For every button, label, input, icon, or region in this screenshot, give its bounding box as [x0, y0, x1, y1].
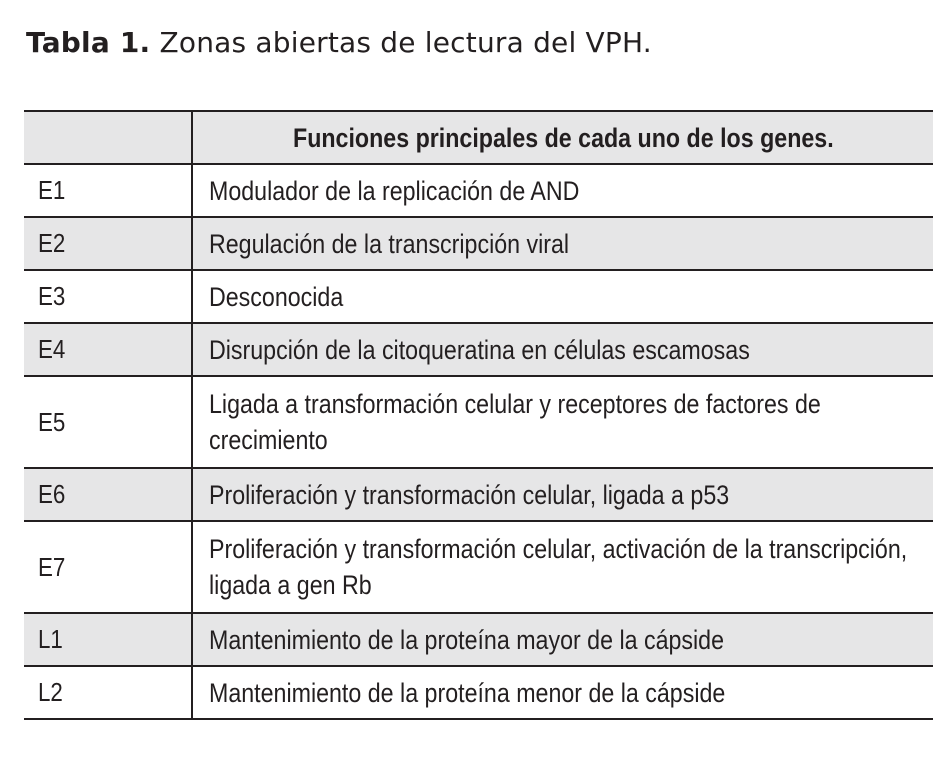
function-text: Mantenimiento de la proteína menor de la cápside: [209, 677, 726, 708]
genes-table: [24, 110, 933, 720]
gene-cell: [24, 376, 192, 468]
gene-cell: [24, 217, 192, 270]
gene-label: L2: [38, 677, 63, 707]
table-row: [24, 376, 933, 468]
gene-label: E6: [38, 479, 66, 509]
function-cell: [192, 217, 933, 270]
table-header-row: [24, 111, 933, 164]
header-gene-cell: [24, 111, 192, 164]
function-text: Disrupción de la citoqueratina en células escamosas: [209, 334, 750, 365]
table-row: [24, 217, 933, 270]
gene-label: L1: [38, 624, 63, 654]
function-cell: [192, 666, 933, 719]
gene-cell: [24, 666, 192, 719]
table-caption: [26, 26, 652, 59]
gene-label: E5: [38, 406, 66, 437]
gene-label: E1: [38, 175, 66, 205]
table-number-label: Tabla 1.: [26, 26, 151, 59]
function-text: Ligada a transformación celular y receptores de factores de crecimiento: [209, 389, 821, 455]
function-cell: [192, 323, 933, 376]
function-cell: [192, 468, 933, 521]
table-row: [24, 468, 933, 521]
table-title: Zonas abiertas de lectura del VPH.: [159, 26, 652, 59]
gene-label: E2: [38, 228, 66, 258]
gene-label: E7: [38, 551, 66, 582]
table-row: [24, 164, 933, 217]
function-cell: [192, 376, 933, 468]
function-text: Desconocida: [209, 281, 344, 312]
gene-cell: [24, 521, 192, 613]
header-function-label: Funciones principales de cada uno de los genes.: [292, 122, 834, 153]
table-row: [24, 521, 933, 613]
function-text: Proliferación y transformación celular, ligada a p53: [209, 479, 730, 510]
table-row: [24, 270, 933, 323]
function-text: Regulación de la transcripción viral: [209, 228, 570, 259]
table-row: [24, 666, 933, 719]
function-text: Mantenimiento de la proteína mayor de la cápside: [209, 624, 725, 655]
gene-cell: [24, 468, 192, 521]
gene-label: E3: [38, 281, 66, 311]
function-cell: [192, 521, 933, 613]
function-cell: [192, 270, 933, 323]
function-text: Modulador de la replicación de AND: [209, 175, 580, 206]
gene-cell: [24, 323, 192, 376]
function-cell: [192, 613, 933, 666]
function-cell: [192, 164, 933, 217]
gene-cell: [24, 613, 192, 666]
header-function-cell: [192, 111, 933, 164]
gene-label: E4: [38, 334, 66, 364]
table-row: [24, 323, 933, 376]
gene-cell: [24, 164, 192, 217]
table-row: [24, 613, 933, 666]
gene-cell: [24, 270, 192, 323]
function-text: Proliferación y transformación celular, activación de la transcripción, ligada a gen Rb: [209, 534, 908, 600]
